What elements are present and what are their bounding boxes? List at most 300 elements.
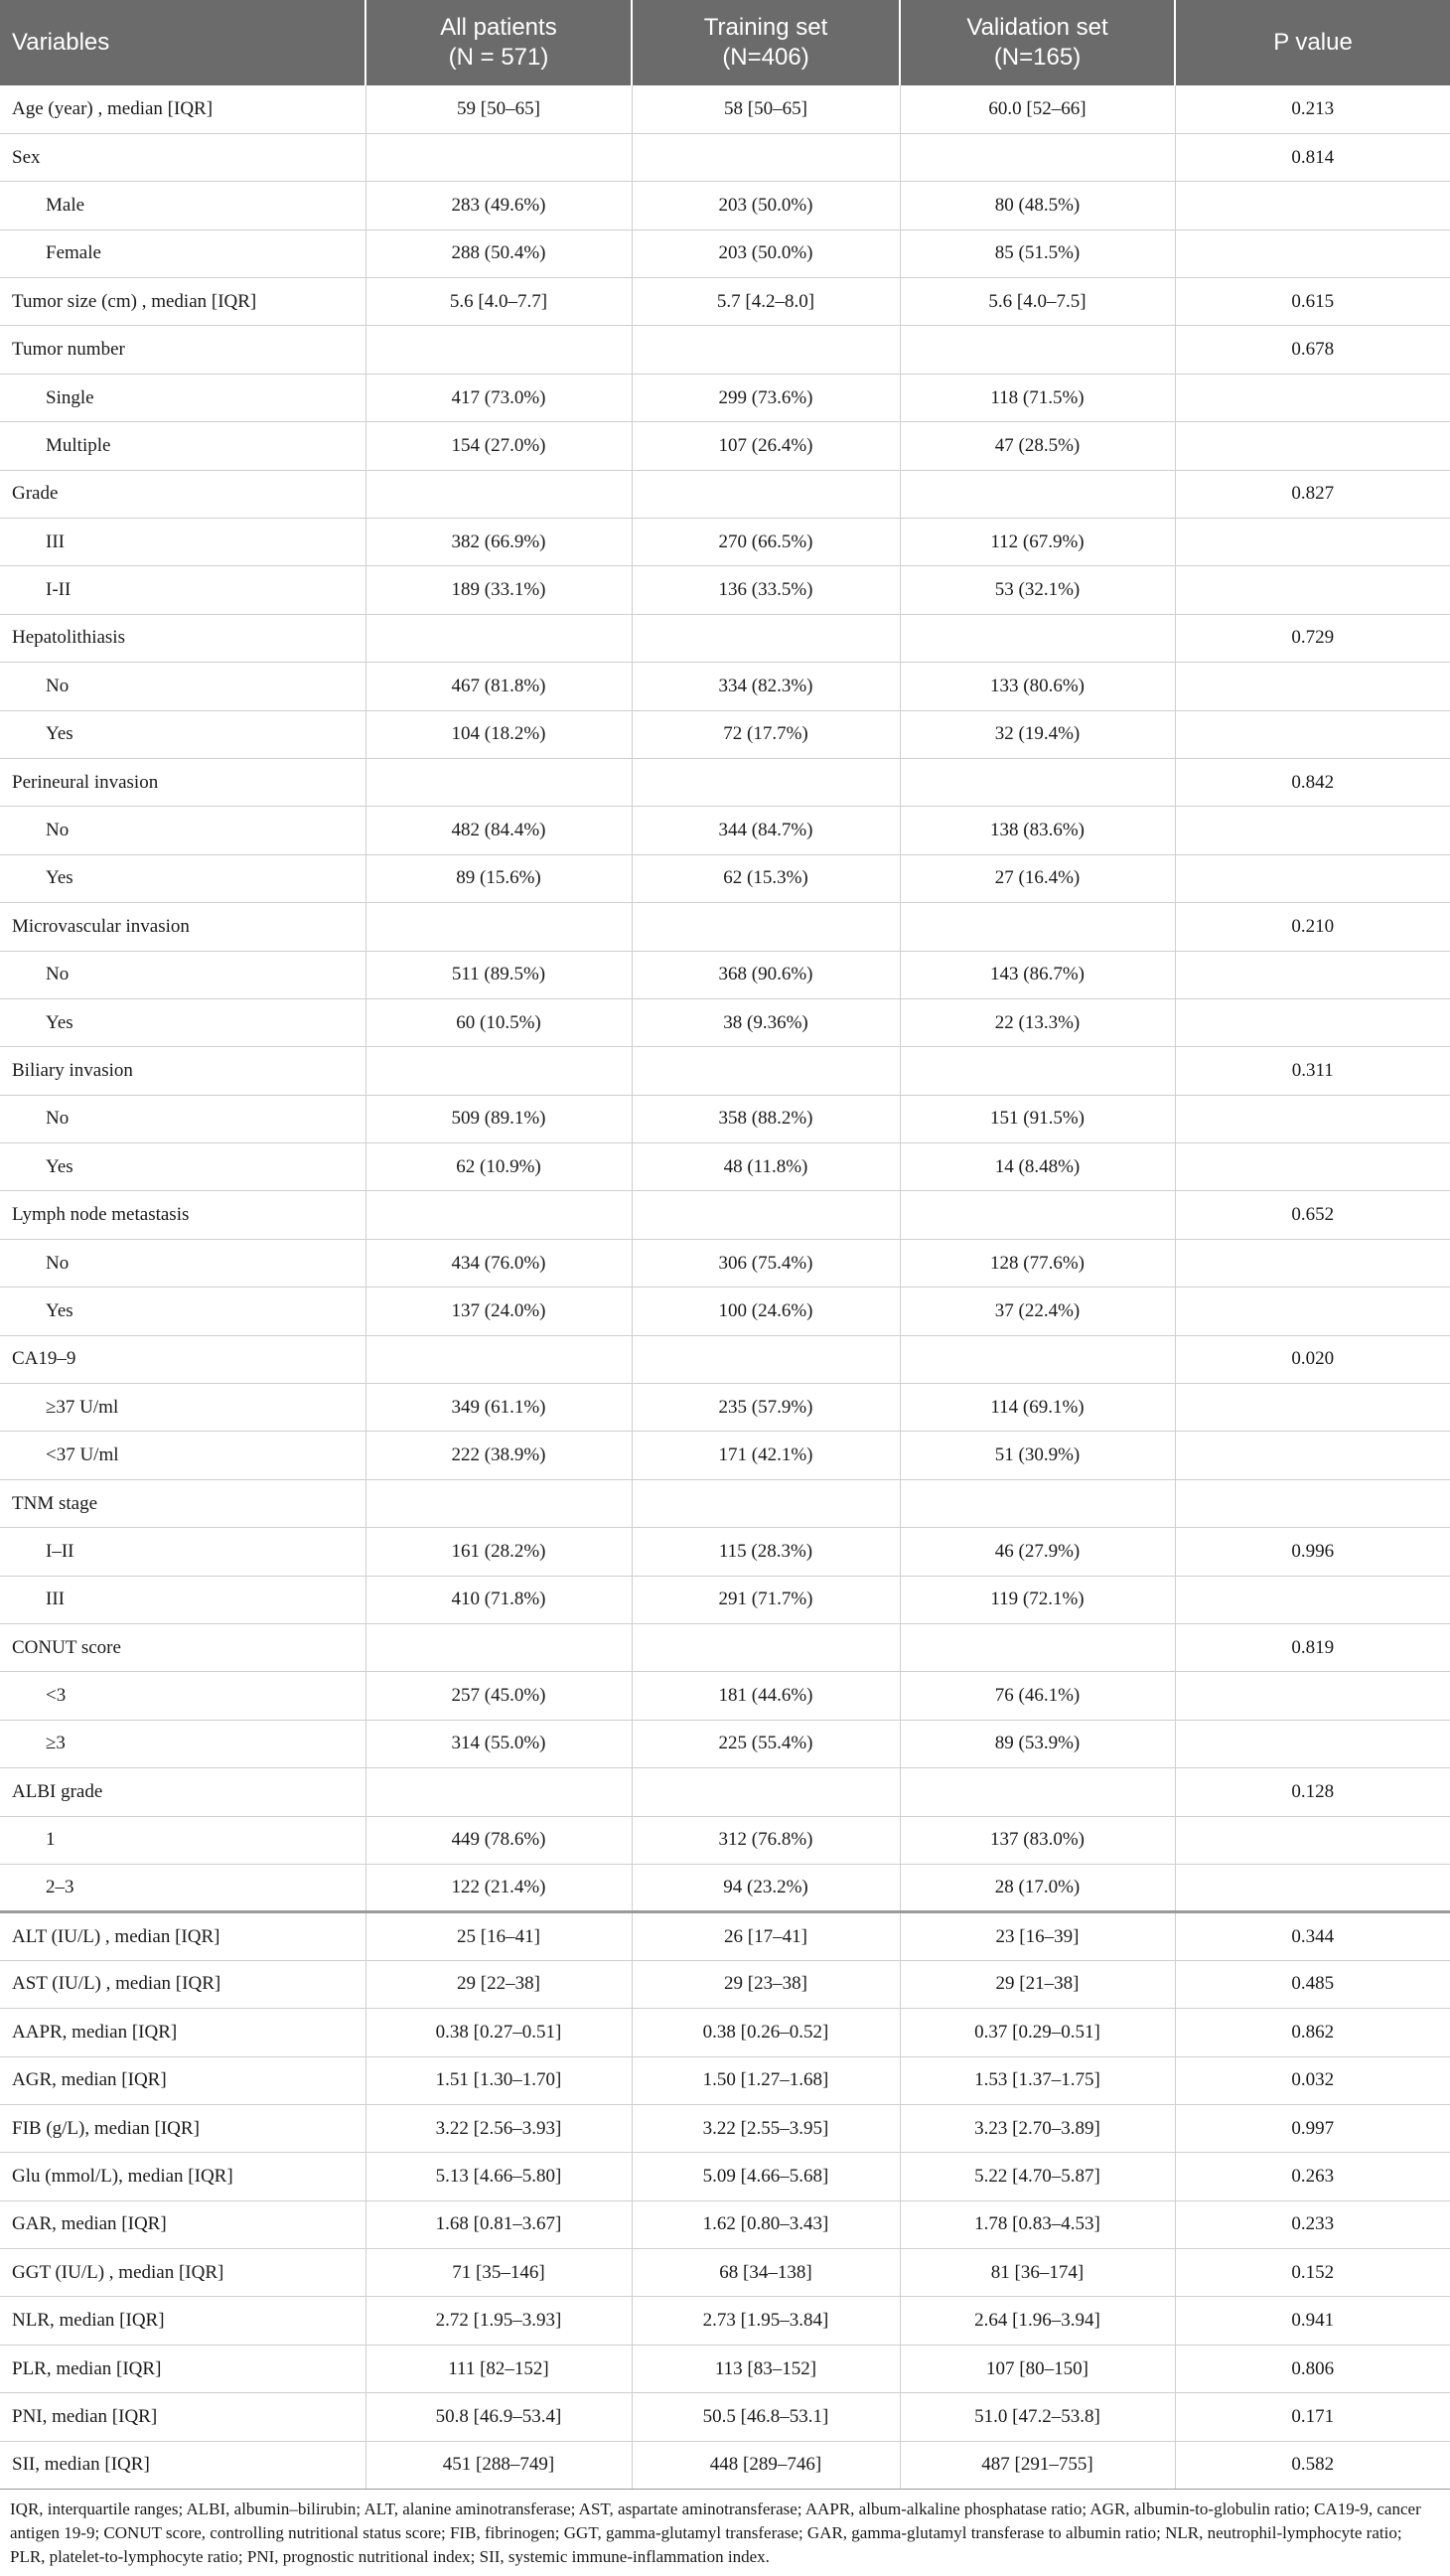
cell-variable: Biliary invasion	[0, 1047, 365, 1095]
cell-p-value	[1175, 1864, 1450, 1911]
table-row	[0, 133, 1450, 181]
cell-all-patients: 451 [288–749]	[365, 2441, 632, 2489]
cell-training-set: 94 (23.2%)	[632, 1864, 900, 1911]
table-row	[0, 1384, 1450, 1432]
cell-validation-set: 51 (30.9%)	[900, 1432, 1175, 1479]
cell-variable: Single	[0, 374, 365, 421]
table-row	[0, 2104, 1450, 2152]
cell-p-value: 0.032	[1175, 2056, 1450, 2104]
cell-variable: Grade	[0, 470, 365, 518]
table-row	[0, 854, 1450, 902]
cell-training-set: 72 (17.7%)	[632, 710, 900, 758]
cell-variable: Male	[0, 182, 365, 229]
table-row	[0, 1864, 1450, 1911]
cell-p-value: 0.263	[1175, 2153, 1450, 2200]
table-row	[0, 2441, 1450, 2489]
cell-variable: Age (year) , median [IQR]	[0, 85, 365, 133]
table-row	[0, 229, 1450, 277]
cell-p-value	[1175, 1239, 1450, 1287]
cell-validation-set	[900, 470, 1175, 518]
cell-training-set: 171 (42.1%)	[632, 1432, 900, 1479]
cell-all-patients	[365, 1047, 632, 1095]
cell-training-set: 306 (75.4%)	[632, 1239, 900, 1287]
cell-variable: ALBI grade	[0, 1768, 365, 1816]
cell-variable: Sex	[0, 133, 365, 181]
cell-p-value: 0.827	[1175, 470, 1450, 518]
cell-variable: AAPR, median [IQR]	[0, 2009, 365, 2056]
cell-p-value	[1175, 1672, 1450, 1720]
cell-training-set: 1.50 [1.27–1.68]	[632, 2056, 900, 2104]
cell-validation-set	[900, 326, 1175, 374]
table-body	[0, 85, 1450, 2490]
table-row	[0, 758, 1450, 806]
cell-p-value	[1175, 519, 1450, 566]
cell-training-set: 448 [289–746]	[632, 2441, 900, 2489]
cell-p-value: 0.485	[1175, 1960, 1450, 2008]
table-row	[0, 1191, 1450, 1239]
header-validation-set-line: Validation set	[966, 14, 1108, 41]
cell-variable: AGR, median [IQR]	[0, 2056, 365, 2104]
header-all-patients	[365, 0, 632, 85]
cell-validation-set: 81 [36–174]	[900, 2249, 1175, 2297]
cell-variable: NLR, median [IQR]	[0, 2297, 365, 2345]
cell-training-set: 312 (76.8%)	[632, 1816, 900, 1864]
cell-all-patients	[365, 1191, 632, 1239]
cell-validation-set: 89 (53.9%)	[900, 1720, 1175, 1767]
cell-validation-set: 29 [21–38]	[900, 1960, 1175, 2008]
cell-p-value	[1175, 1095, 1450, 1142]
cell-validation-set: 27 (16.4%)	[900, 854, 1175, 902]
table-row	[0, 1288, 1450, 1335]
cell-all-patients	[365, 326, 632, 374]
cell-variable: <37 U/ml	[0, 1432, 365, 1479]
cell-validation-set: 137 (83.0%)	[900, 1816, 1175, 1864]
table-row	[0, 951, 1450, 998]
cell-training-set	[632, 758, 900, 806]
cell-all-patients: 5.13 [4.66–5.80]	[365, 2153, 632, 2200]
table-row	[0, 422, 1450, 470]
cell-all-patients: 122 (21.4%)	[365, 1864, 632, 1911]
cell-p-value	[1175, 1816, 1450, 1864]
cell-validation-set: 2.64 [1.96–3.94]	[900, 2297, 1175, 2345]
cell-training-set	[632, 614, 900, 662]
cell-p-value: 0.128	[1175, 1768, 1450, 1816]
header-all-patients-line: (N = 571)	[448, 44, 549, 71]
cell-validation-set: 76 (46.1%)	[900, 1672, 1175, 1720]
cell-all-patients: 104 (18.2%)	[365, 710, 632, 758]
table-row	[0, 1239, 1450, 1287]
cell-training-set: 48 (11.8%)	[632, 1143, 900, 1191]
table-row	[0, 807, 1450, 854]
cell-all-patients: 511 (89.5%)	[365, 951, 632, 998]
table-row	[0, 1335, 1450, 1383]
cell-validation-set: 85 (51.5%)	[900, 229, 1175, 277]
cell-variable: Microvascular invasion	[0, 903, 365, 951]
cell-validation-set	[900, 1768, 1175, 1816]
cell-training-set: 107 (26.4%)	[632, 422, 900, 470]
cell-variable: TNM stage	[0, 1479, 365, 1527]
cell-all-patients: 111 [82–152]	[365, 2345, 632, 2392]
cell-p-value	[1175, 374, 1450, 421]
cell-variable: III	[0, 1576, 365, 1623]
cell-validation-set: 112 (67.9%)	[900, 519, 1175, 566]
table-row	[0, 1960, 1450, 2008]
cell-validation-set: 138 (83.6%)	[900, 807, 1175, 854]
cell-training-set: 368 (90.6%)	[632, 951, 900, 998]
cell-all-patients	[365, 1335, 632, 1383]
table-row	[0, 519, 1450, 566]
cell-variable: ALT (IU/L) , median [IQR]	[0, 1912, 365, 1960]
cell-training-set	[632, 1624, 900, 1672]
table-row	[0, 710, 1450, 758]
cell-training-set: 62 (15.3%)	[632, 854, 900, 902]
cell-variable: No	[0, 1095, 365, 1142]
cell-training-set: 291 (71.7%)	[632, 1576, 900, 1623]
cell-p-value: 0.615	[1175, 278, 1450, 326]
cell-validation-set: 37 (22.4%)	[900, 1288, 1175, 1335]
cell-validation-set: 5.6 [4.0–7.5]	[900, 278, 1175, 326]
table-row	[0, 1047, 1450, 1095]
table-row	[0, 1816, 1450, 1864]
cell-validation-set: 114 (69.1%)	[900, 1384, 1175, 1432]
table-row	[0, 1143, 1450, 1191]
cell-training-set: 115 (28.3%)	[632, 1528, 900, 1576]
cell-p-value: 0.344	[1175, 1912, 1450, 1960]
cell-p-value: 0.213	[1175, 85, 1450, 133]
cell-p-value	[1175, 1720, 1450, 1767]
cell-all-patients: 417 (73.0%)	[365, 374, 632, 421]
cell-validation-set: 1.78 [0.83–4.53]	[900, 2200, 1175, 2248]
cell-training-set	[632, 470, 900, 518]
cell-training-set: 358 (88.2%)	[632, 1095, 900, 1142]
cell-all-patients	[365, 758, 632, 806]
cell-variable: I–II	[0, 1528, 365, 1576]
cell-variable: Yes	[0, 1288, 365, 1335]
cell-training-set: 38 (9.36%)	[632, 998, 900, 1046]
cell-variable: No	[0, 1239, 365, 1287]
cell-variable: FIB (g/L), median [IQR]	[0, 2104, 365, 2152]
cell-validation-set: 5.22 [4.70–5.87]	[900, 2153, 1175, 2200]
cell-validation-set: 118 (71.5%)	[900, 374, 1175, 421]
cell-validation-set: 51.0 [47.2–53.8]	[900, 2393, 1175, 2441]
cell-variable: Multiple	[0, 422, 365, 470]
cell-p-value	[1175, 998, 1450, 1046]
cell-variable: Yes	[0, 854, 365, 902]
cell-variable: Yes	[0, 710, 365, 758]
cell-all-patients: 0.38 [0.27–0.51]	[365, 2009, 632, 2056]
cell-variable: AST (IU/L) , median [IQR]	[0, 1960, 365, 2008]
cell-validation-set: 3.23 [2.70–3.89]	[900, 2104, 1175, 2152]
cell-validation-set: 32 (19.4%)	[900, 710, 1175, 758]
cell-p-value: 0.678	[1175, 326, 1450, 374]
cell-validation-set	[900, 1047, 1175, 1095]
table-row	[0, 2249, 1450, 2297]
table-row	[0, 2153, 1450, 2200]
cell-training-set	[632, 133, 900, 181]
table-row	[0, 1479, 1450, 1527]
cell-all-patients: 1.68 [0.81–3.67]	[365, 2200, 632, 2248]
cell-p-value: 0.814	[1175, 133, 1450, 181]
cell-training-set	[632, 1047, 900, 1095]
cell-validation-set: 133 (80.6%)	[900, 663, 1175, 710]
cell-validation-set	[900, 758, 1175, 806]
header-row	[0, 0, 1450, 85]
table-row	[0, 1912, 1450, 1960]
cell-training-set: 0.38 [0.26–0.52]	[632, 2009, 900, 2056]
table-row	[0, 998, 1450, 1046]
header-validation-set-line: (N=165)	[993, 44, 1082, 71]
table-row	[0, 2297, 1450, 2345]
cell-variable: Perineural invasion	[0, 758, 365, 806]
cell-training-set: 3.22 [2.55–3.95]	[632, 2104, 900, 2152]
cell-variable: PLR, median [IQR]	[0, 2345, 365, 2392]
cell-p-value	[1175, 1432, 1450, 1479]
cell-all-patients	[365, 133, 632, 181]
cell-variable: 2–3	[0, 1864, 365, 1911]
cell-validation-set: 60.0 [52–66]	[900, 85, 1175, 133]
cell-all-patients	[365, 1624, 632, 1672]
cell-p-value: 0.152	[1175, 2249, 1450, 2297]
cell-validation-set: 487 [291–755]	[900, 2441, 1175, 2489]
cell-training-set: 5.7 [4.2–8.0]	[632, 278, 900, 326]
cell-training-set	[632, 326, 900, 374]
cell-validation-set	[900, 903, 1175, 951]
cell-training-set: 136 (33.5%)	[632, 566, 900, 614]
table-row	[0, 278, 1450, 326]
cell-validation-set: 28 (17.0%)	[900, 1864, 1175, 1911]
cell-all-patients: 3.22 [2.56–3.93]	[365, 2104, 632, 2152]
cell-training-set: 270 (66.5%)	[632, 519, 900, 566]
cell-all-patients	[365, 614, 632, 662]
cell-training-set: 203 (50.0%)	[632, 229, 900, 277]
cell-variable: ≥3	[0, 1720, 365, 1767]
table-row	[0, 2393, 1450, 2441]
header-variables: Variables	[0, 0, 365, 85]
cell-training-set	[632, 1479, 900, 1527]
cell-all-patients	[365, 470, 632, 518]
table-row	[0, 1576, 1450, 1623]
header-validation-set	[900, 0, 1175, 85]
cell-p-value	[1175, 951, 1450, 998]
cell-variable: No	[0, 951, 365, 998]
cell-training-set: 100 (24.6%)	[632, 1288, 900, 1335]
cell-p-value	[1175, 807, 1450, 854]
cell-variable: PNI, median [IQR]	[0, 2393, 365, 2441]
cell-validation-set	[900, 133, 1175, 181]
cell-p-value	[1175, 229, 1450, 277]
cell-all-patients: 434 (76.0%)	[365, 1239, 632, 1287]
cell-validation-set: 143 (86.7%)	[900, 951, 1175, 998]
header-training-set	[632, 0, 900, 85]
cell-p-value	[1175, 1143, 1450, 1191]
table-row	[0, 1528, 1450, 1576]
cell-validation-set: 47 (28.5%)	[900, 422, 1175, 470]
table-row	[0, 1672, 1450, 1720]
cell-variable: SII, median [IQR]	[0, 2441, 365, 2489]
cell-training-set	[632, 1768, 900, 1816]
table-row	[0, 470, 1450, 518]
cell-variable: CONUT score	[0, 1624, 365, 1672]
table-row	[0, 1432, 1450, 1479]
cell-all-patients: 482 (84.4%)	[365, 807, 632, 854]
table-row	[0, 1624, 1450, 1672]
cell-training-set: 225 (55.4%)	[632, 1720, 900, 1767]
cell-p-value	[1175, 422, 1450, 470]
cell-p-value	[1175, 1479, 1450, 1527]
cell-p-value: 0.997	[1175, 2104, 1450, 2152]
cell-p-value	[1175, 1384, 1450, 1432]
cell-validation-set: 80 (48.5%)	[900, 182, 1175, 229]
cell-all-patients: 5.6 [4.0–7.7]	[365, 278, 632, 326]
cell-training-set: 29 [23–38]	[632, 1960, 900, 2008]
cell-p-value: 0.233	[1175, 2200, 1450, 2248]
cell-variable: I-II	[0, 566, 365, 614]
cell-validation-set: 14 (8.48%)	[900, 1143, 1175, 1191]
cell-validation-set: 53 (32.1%)	[900, 566, 1175, 614]
cell-all-patients: 50.8 [46.9–53.4]	[365, 2393, 632, 2441]
table-row	[0, 663, 1450, 710]
cell-validation-set	[900, 614, 1175, 662]
cell-p-value	[1175, 182, 1450, 229]
cell-training-set	[632, 1191, 900, 1239]
table-row	[0, 2056, 1450, 2104]
cell-training-set: 58 [50–65]	[632, 85, 900, 133]
cell-variable: Yes	[0, 998, 365, 1046]
table-row	[0, 1095, 1450, 1142]
cell-variable: Tumor number	[0, 326, 365, 374]
cell-variable: No	[0, 663, 365, 710]
table-row	[0, 1768, 1450, 1816]
cell-all-patients: 314 (55.0%)	[365, 1720, 632, 1767]
cell-p-value: 0.311	[1175, 1047, 1450, 1095]
cell-p-value: 0.806	[1175, 2345, 1450, 2392]
cell-all-patients: 509 (89.1%)	[365, 1095, 632, 1142]
cell-variable: Lymph node metastasis	[0, 1191, 365, 1239]
cell-all-patients: 89 (15.6%)	[365, 854, 632, 902]
cell-training-set: 334 (82.3%)	[632, 663, 900, 710]
cell-variable: 1	[0, 1816, 365, 1864]
cell-all-patients: 288 (50.4%)	[365, 229, 632, 277]
cell-variable: ≥37 U/ml	[0, 1384, 365, 1432]
cell-training-set: 2.73 [1.95–3.84]	[632, 2297, 900, 2345]
cell-variable: No	[0, 807, 365, 854]
cell-p-value	[1175, 1288, 1450, 1335]
cell-p-value	[1175, 1576, 1450, 1623]
cell-validation-set	[900, 1335, 1175, 1383]
cell-training-set	[632, 1335, 900, 1383]
cell-p-value: 0.652	[1175, 1191, 1450, 1239]
cell-all-patients: 71 [35–146]	[365, 2249, 632, 2297]
cell-training-set: 26 [17–41]	[632, 1912, 900, 1960]
table-row	[0, 2345, 1450, 2392]
cell-training-set: 235 (57.9%)	[632, 1384, 900, 1432]
header-training-set-line: (N=406)	[722, 44, 809, 71]
table-row	[0, 1720, 1450, 1767]
header-p-value: P value	[1273, 29, 1353, 56]
cell-all-patients: 283 (49.6%)	[365, 182, 632, 229]
cell-training-set	[632, 903, 900, 951]
cell-p-value: 0.842	[1175, 758, 1450, 806]
cell-p-value	[1175, 566, 1450, 614]
cell-validation-set: 119 (72.1%)	[900, 1576, 1175, 1623]
cell-validation-set	[900, 1624, 1175, 1672]
cell-validation-set: 22 (13.3%)	[900, 998, 1175, 1046]
cell-variable: GGT (IU/L) , median [IQR]	[0, 2249, 365, 2297]
cell-all-patients: 2.72 [1.95–3.93]	[365, 2297, 632, 2345]
header-all-patients-line: All patients	[440, 14, 557, 41]
cell-all-patients	[365, 903, 632, 951]
cell-all-patients: 59 [50–65]	[365, 85, 632, 133]
cell-all-patients: 29 [22–38]	[365, 1960, 632, 2008]
cell-variable: Yes	[0, 1143, 365, 1191]
cell-all-patients: 449 (78.6%)	[365, 1816, 632, 1864]
cell-p-value	[1175, 663, 1450, 710]
cell-all-patients: 257 (45.0%)	[365, 1672, 632, 1720]
cell-training-set: 50.5 [46.8–53.1]	[632, 2393, 900, 2441]
table-row	[0, 374, 1450, 421]
cell-p-value	[1175, 710, 1450, 758]
table-row	[0, 85, 1450, 133]
cell-all-patients: 349 (61.1%)	[365, 1384, 632, 1432]
table-row	[0, 903, 1450, 951]
cell-training-set: 181 (44.6%)	[632, 1672, 900, 1720]
cell-variable: <3	[0, 1672, 365, 1720]
table-row	[0, 326, 1450, 374]
cell-variable: III	[0, 519, 365, 566]
cell-all-patients: 382 (66.9%)	[365, 519, 632, 566]
cell-p-value: 0.819	[1175, 1624, 1450, 1672]
cell-all-patients: 189 (33.1%)	[365, 566, 632, 614]
cell-p-value: 0.582	[1175, 2441, 1450, 2489]
cell-all-patients	[365, 1479, 632, 1527]
cell-all-patients: 161 (28.2%)	[365, 1528, 632, 1576]
cell-validation-set: 128 (77.6%)	[900, 1239, 1175, 1287]
cell-variable: Glu (mmol/L), median [IQR]	[0, 2153, 365, 2200]
cell-validation-set	[900, 1191, 1175, 1239]
table-header	[0, 0, 1450, 85]
cell-validation-set: 46 (27.9%)	[900, 1528, 1175, 1576]
cell-p-value: 0.996	[1175, 1528, 1450, 1576]
cell-p-value	[1175, 854, 1450, 902]
cell-p-value: 0.171	[1175, 2393, 1450, 2441]
cell-all-patients: 154 (27.0%)	[365, 422, 632, 470]
cell-all-patients: 137 (24.0%)	[365, 1288, 632, 1335]
cell-p-value: 0.020	[1175, 1335, 1450, 1383]
cell-all-patients: 1.51 [1.30–1.70]	[365, 2056, 632, 2104]
cell-training-set: 68 [34–138]	[632, 2249, 900, 2297]
cell-validation-set: 151 (91.5%)	[900, 1095, 1175, 1142]
cell-p-value: 0.862	[1175, 2009, 1450, 2056]
cell-p-value: 0.941	[1175, 2297, 1450, 2345]
cell-all-patients: 222 (38.9%)	[365, 1432, 632, 1479]
cell-validation-set	[900, 1479, 1175, 1527]
cell-validation-set: 107 [80–150]	[900, 2345, 1175, 2392]
cell-all-patients: 60 (10.5%)	[365, 998, 632, 1046]
cell-p-value: 0.210	[1175, 903, 1450, 951]
cell-validation-set: 0.37 [0.29–0.51]	[900, 2009, 1175, 2056]
cell-training-set: 113 [83–152]	[632, 2345, 900, 2392]
cell-variable: Tumor size (cm) , median [IQR]	[0, 278, 365, 326]
cell-all-patients: 467 (81.8%)	[365, 663, 632, 710]
table-footnote: IQR, interquartile ranges; ALBI, albumin–bilirubin; ALT, alanine aminotransferase; AST, aspartate aminotransferase; AAPR, album-alkaline phosphatase ratio; AGR, albumin-to-globulin ratio; CA19-9, cancer antigen 19-9; CONUT score, controlling nutritional status score; FIB, fibrinogen; GGT, gamma-glutamyl transferase; GAR, gamma-glutamyl transferase to albumin ratio; NLR, neutrophil-lymphocyte ratio; PLR, platelet-to-lymphocyte ratio; PNI, prognostic nutritional index; SII, systemic immune-inflammation index.	[10, 2500, 1421, 2567]
table-row	[0, 2009, 1450, 2056]
cell-training-set: 5.09 [4.66–5.68]	[632, 2153, 900, 2200]
cell-validation-set: 1.53 [1.37–1.75]	[900, 2056, 1175, 2104]
cell-variable: Hepatolithiasis	[0, 614, 365, 662]
table-row	[0, 566, 1450, 614]
table-row	[0, 182, 1450, 229]
table-row	[0, 2200, 1450, 2248]
